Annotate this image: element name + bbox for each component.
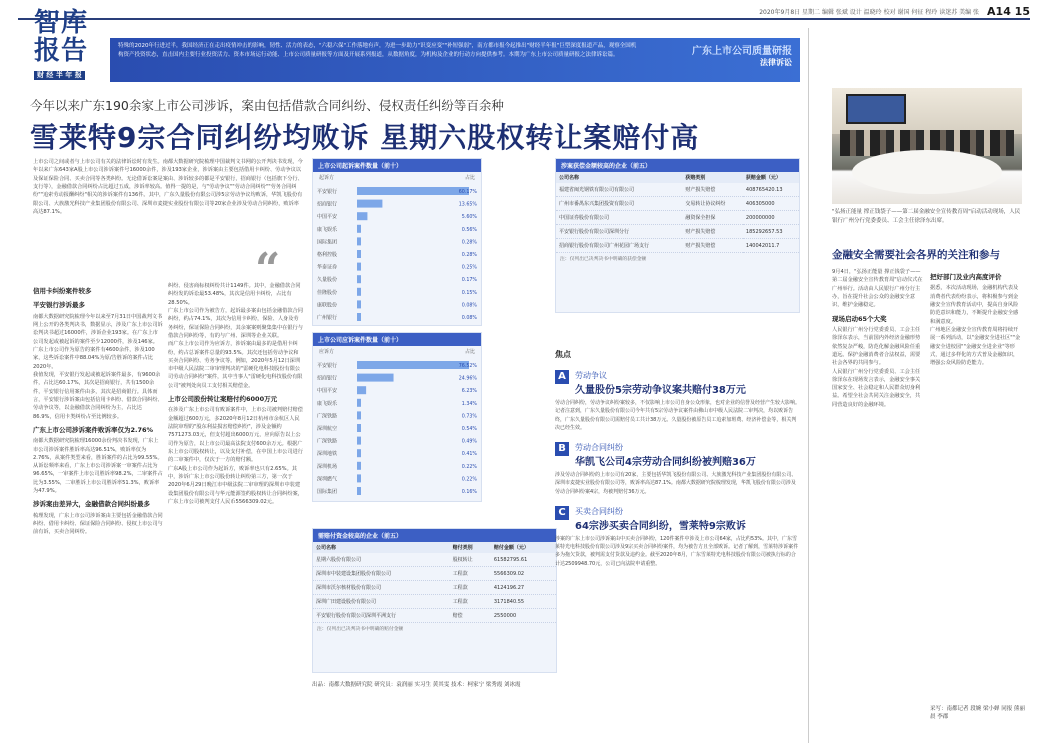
col2-subhead: 上市公司股份转让案赔付约6000万元 <box>168 395 278 404</box>
table-cell: 4124196.27 <box>491 581 556 595</box>
sub-headline: 今年以来广东190余家上市公司涉诉，案由包括借款合同纠纷、侵权责任纠纷等百余种 <box>30 98 504 113</box>
table-title: 涉案获偿金额较高的企业（前五） <box>556 159 799 172</box>
category-label: 华泰证券 <box>317 264 338 271</box>
table-cell: 交易转让协议纠纷 <box>682 197 743 211</box>
table-cell: 平安银行股份有限公司深圳平洲支行 <box>313 609 450 623</box>
intro-paragraph: 上市公司之间或者与上市公司有关的法律诉讼时有发生。南都大数据研究院梳理中国裁判文书网的公开判决书发现，今年以来广东643家A股上市公司涉诉案件号16000余件，涉及193家企业，涉诉案由主要包括借用卡纠纷、劳动争议以及保证保险合同、买卖合同等各类纠纷。无论借诉讼案是案由、涉诉较多的都是平安银行，招商银行（包括旗下分行、支行等），金融借款合同纠纷占比超过五成，涉诉率较高。值得一提的是，与"劳动争议""劳动合同纠纷""劳务合同纠纷""追索劳动报酬纠纷"相关的涉诉案件有136件。其中，广东久量股份有限公司涉5宗劳动争议均败诉，华凯飞股份有限公司、大族激光科技产业集团股份有限公司、深圳市麦捷实业股份有限公司等20家企业涉及劳动合同纠纷，败诉率高达87.1%。 <box>33 159 303 215</box>
col1-para: 梳理发现，广东上市公司涉诉案由主要包括金融借款合同纠纷、借用卡纠纷、保证保险合同纠纷、侵权上市公司与前有诉，买卖合同纠纷。 <box>33 512 163 536</box>
col2-para: 在涉及广东上市公司有败诉案件中，上市公司被判赔付赔偿金额超过600万元，多2020年8月12日杭州市余杭区人民法院审理的"股东利益损害赔偿纠纷"，涉及金额约7571273.03元，但支付超出6000万元，应向原告以上公司作为原告，以上市公司最高法院支付600余万元。根据广东上市公司股权转让，以及支付补偿，在中国上市公司进行的二审案件中，仅次于一方的赔付额。 <box>168 407 303 464</box>
intro-banner <box>110 38 800 82</box>
table-cell: 融资保全担保 <box>682 211 743 225</box>
date-line <box>600 4 1030 18</box>
bar <box>357 424 361 432</box>
chart-col-right: 占比 <box>464 175 475 181</box>
table-header: 获赔类别 <box>682 172 743 183</box>
right-headline: 金融安全需要社会各界的关注和参与 <box>832 249 1000 261</box>
chart-title: 上市公司起诉案件数量（前十） <box>313 159 481 172</box>
col1-para: 从诉讼频率来看，广东上市公司涉诉案一审案件占比为96.65%，一审案件上市公司胜诉率98.2%，二审案件占比为3.55%，二审胜诉上市公司胜诉率51.3%，败诉率为47.9%。 <box>33 463 163 495</box>
value-label: 1.34% <box>461 401 477 407</box>
header-rule <box>18 18 1030 20</box>
table-cell: 406305000 <box>743 197 799 211</box>
right-column-1 <box>832 268 924 409</box>
category-label: 招商银行 <box>317 201 338 208</box>
focus-item <box>555 506 800 568</box>
table-cell: 深圳市中装建设集团股份有限公司 <box>313 567 450 581</box>
table-cell: 财产损失赔偿 <box>682 225 743 239</box>
bar <box>357 263 361 271</box>
right-para: 广州地区金融安全宣传教育周将持续开展一系列活动，以"金融安全进社区""金融安全进校园""金融安全进企业"等形式，通过多样化的方式普及金融知识，增强公众风险防范能力。 <box>930 326 1021 367</box>
value-label: 60.17% <box>458 190 477 195</box>
category-label: 招商银行 <box>317 375 338 382</box>
category-label: 国际集团 <box>317 489 338 495</box>
table-cell: 星期六股份有限公司 <box>313 553 450 567</box>
table-cell: 中国证券股份有限公司 <box>556 211 682 225</box>
bar <box>357 212 367 220</box>
table-cell: 股权转让 <box>450 553 491 567</box>
focus-headline: 64宗涉买卖合同纠纷，雪莱特9宗败诉 <box>575 520 746 532</box>
chart-title: 上市公司应诉案件数量（前十） <box>313 333 481 346</box>
table-header: 获赔金额（元） <box>743 172 799 183</box>
bar <box>357 474 361 482</box>
focus-category: 劳动争议 <box>575 371 607 380</box>
banner-text: 特殊的2020年行进过半，我国经济正在走出疫情冲击的影响，韧性、活力的表态，"六稳六保"工作落地有声，为进一步助力"识变应变""补短强弱"，南方都市报今起推出"财经半年报"巨型深度报道产品，观察全国机构资产投资状态，直击国内主要行业投资活力、资本市场运行动能、上市公司质量研报等方面及开展系列报道，从数据角度，为机构及企业的行动方向提供参考。本期为广东上市公司质量研报之法律诉讼篇。 <box>118 43 637 58</box>
table-cell: 深圳广田建设股份有限公司 <box>313 595 450 609</box>
bar <box>357 437 361 445</box>
col1-subhead-1: 信用卡纠纷案件较多 <box>33 287 92 295</box>
chart-col-left: 应诉方 <box>319 349 335 355</box>
bar <box>357 411 361 419</box>
category-label: 深圳航空 <box>317 426 338 432</box>
col1-subhead-2: 广东上市公司涉诉案件败诉率仅为2.76% <box>33 425 154 434</box>
bar <box>357 449 361 457</box>
table-cell: 工程款 <box>450 567 491 581</box>
table-cell: 财产损失赔偿 <box>682 239 743 253</box>
value-label: 0.08% <box>461 303 477 309</box>
banner-tag-sub: 法律诉讼 <box>760 58 792 67</box>
category-label: 国际集团 <box>317 239 338 246</box>
category-label: 格利控股 <box>317 252 338 258</box>
category-label: 佳隆股份 <box>317 289 338 296</box>
chart-header <box>313 172 481 183</box>
table-cell: 140042011.7 <box>743 239 799 253</box>
table-note: 注：仅列出已决判决书中明确的获偿金额 <box>560 257 647 262</box>
date-line-text: 2020年9月8日 星期二 编辑 张斌 设计 温晓玲 校对 谢国 何征 程玲 读迷苏 美编 张 <box>759 8 980 16</box>
column-divider <box>808 28 809 743</box>
bar <box>357 200 382 208</box>
bar <box>357 250 361 258</box>
col1-para: 我值发现，平安银行发起或被起诉案件最多，有9600余件，占比达60.17%，其次是招商银行，共有1500余件，平安银行信用案件由多，其次是招商银行。具体而言，平安银行涉诉案由包括信用卡纠纷、借款合同纠纷、劳动争议等，以金融借款合同纠纷为主，占比达86.9%，信用卡类纠纷占至比例较多。 <box>33 371 163 420</box>
banner-tag-title: 广东上市公司质量研报 <box>692 46 792 57</box>
table-row <box>556 239 799 253</box>
bar <box>357 386 366 394</box>
table-cell: 工程款 <box>450 595 491 609</box>
category-label: 深圳地铁 <box>317 451 338 458</box>
focus-body: 涉案的广东上市公司涉诉案由中买卖合同纠纷，120件案件中涉及上市公司64家，占比约53%。其中，广东雪莱特光电科技股份有限公司涉及9宗买卖合同纠纷案件，均为被告方且全部败诉。记者了解到，雪莱特涉诉案件多为拖欠货款，被判需支付货款及违约金。截至2020年8月，广东雪莱特光电科技股份有限公司被执行标的合计达2509948.70元，公司已向法院申请重整。 <box>555 535 799 567</box>
value-label: 5.60% <box>461 215 477 221</box>
focus-letter: C <box>555 506 569 520</box>
defendant-bars <box>313 357 481 504</box>
value-label: 0.41% <box>461 452 477 458</box>
table-header: 公司名称 <box>556 172 682 183</box>
table-cell: 3171840.55 <box>491 595 556 609</box>
bar <box>357 275 361 283</box>
page-code: A14 15 <box>987 4 1030 18</box>
table <box>556 172 799 253</box>
focus-item <box>555 370 800 432</box>
bar <box>357 288 361 296</box>
bar <box>357 361 469 369</box>
col1-subhead-1b: 平安银行涉诉最多 <box>33 301 85 310</box>
table-header: 公司名称 <box>313 542 450 553</box>
bar <box>357 313 361 321</box>
value-label: 0.22% <box>461 477 477 483</box>
value-label: 0.54% <box>461 427 477 432</box>
meeting-photo <box>832 88 1022 204</box>
focus-label: 焦点 <box>555 350 571 359</box>
value-label: 0.16% <box>461 490 477 495</box>
table-cell: 61582795.61 <box>491 553 556 567</box>
table-cell: 深圳市沃尔核材股份有限公司 <box>313 581 450 595</box>
table-cell: 200000000 <box>743 211 799 225</box>
compensation-received-table <box>555 158 800 313</box>
value-label: 0.08% <box>461 316 477 321</box>
table-row <box>313 581 556 595</box>
category-label: 广深铁路 <box>317 413 338 420</box>
right-subhead-1: 现场启动65个大奖 <box>832 314 887 323</box>
table-header: 赔付金额（元） <box>491 542 556 553</box>
col2-para: 纠纷、侵害商标权纠纷共计1149件。其中，金融借款合同纠纷发的诉讼最53.48%，其次是信用卡纠纷，占比有28.50%。 <box>168 283 301 306</box>
plaintiff-cases-chart <box>312 158 482 326</box>
section-logo <box>34 10 112 80</box>
category-label: 中国平安 <box>317 388 338 395</box>
focus-category: 买卖合同纠纷 <box>575 506 623 516</box>
bar <box>357 487 361 495</box>
quote-mark-icon: “ <box>255 244 281 295</box>
table-cell: 408765420.13 <box>743 183 799 197</box>
col2-para: 广东A股上市公司作为起诉方，败诉率也只有2.65%。其中，涉诉广东上市公司股份转让纠纷第三方，第一次于2020年6月29日晚江市中级法院二审审理的深圳市中装建设集团股份有限公司与华元能源签约股权转让合同纠纷案，广东上市公司被判支付人民币5566309.02元。 <box>168 465 303 505</box>
col1-subhead-3: 涉诉案由差异大，金融借款合同纠纷最多 <box>33 500 150 509</box>
focus-letter: A <box>555 370 569 384</box>
table-cell: 5566309.02 <box>491 567 556 581</box>
focus-letter: B <box>555 442 569 456</box>
table-row <box>556 211 799 225</box>
table-cell: 招商银行股份有限公司广州花园广场支行 <box>556 239 682 253</box>
table-cell: 赔偿 <box>450 609 491 623</box>
value-label: 24.96% <box>458 376 477 382</box>
plaintiff-bars <box>313 183 481 328</box>
category-label: 久量股份 <box>317 277 338 284</box>
table-cell: 185292657.53 <box>743 225 799 239</box>
table-note: 注：仅列出已决判决书中明确的赔付金额 <box>317 627 404 632</box>
col2-para: 而广东上市公司作为应诉方，涉诉案由最多的是借用卡纠纷，约占总诉案件总量的93.5%。其次还包括劳动争议和买卖合同纠纷、劳务争议等。例如，2020年5月12日深圳市中级人民法院二审审理判决的"雷硬化电科技股份有限公司劳动合同纠纷"案件，其中当事人"雷硬化电科技股份有限公司"被判处向员工支付相关赔偿金。 <box>168 341 303 389</box>
logo-line2: 报告 <box>34 36 89 66</box>
table <box>313 542 556 623</box>
table-row <box>313 609 556 623</box>
table-cell: 广州市番禺东兴集团投资有限公司 <box>556 197 682 211</box>
chart-col-right: 占比 <box>464 349 475 355</box>
category-label: 深圳机场 <box>317 463 338 470</box>
table-row <box>556 225 799 239</box>
value-label: 0.56% <box>461 227 477 233</box>
table-cell: 财产损失赔偿 <box>682 183 743 197</box>
byline: 出品：南都大数据研究院 研究员：袁润丽 实习生 黄其雯 技术：柯家宁 梁秀霞 刘冰霞 <box>312 682 521 688</box>
bar <box>357 374 394 382</box>
value-label: 0.15% <box>461 290 477 296</box>
focus-headline: 久量股份5宗劳动争议案共赔付38万元 <box>575 385 746 396</box>
photo-screen <box>846 94 906 124</box>
chart-header <box>313 346 481 357</box>
banner-tag <box>692 46 792 68</box>
value-label: 0.25% <box>461 265 477 271</box>
table-row <box>556 183 799 197</box>
bar <box>357 462 361 470</box>
value-label: 6.23% <box>461 389 477 395</box>
article-column-2 <box>168 282 303 506</box>
value-label: 0.73% <box>461 414 477 420</box>
value-label: 76.52% <box>458 364 477 369</box>
main-headline: 雪莱特9宗合同纠纷均败诉 星期六股权转让案赔付高 <box>30 121 700 154</box>
bar <box>357 300 361 308</box>
focus-item <box>555 442 800 496</box>
table-row <box>313 567 556 581</box>
value-label: 0.17% <box>461 278 477 284</box>
right-para: 人民银行广州分行党委委员、工会主任徐泽东表示，当前国内外经济金融形势依然复杂严峻，防范化解金融风险任重道远。保护金融消费者合法权益，需要社会各界的共同参与。 <box>832 326 921 367</box>
article-column-1 <box>33 282 163 537</box>
focus-headline: 华凯飞公司4宗劳动合同纠纷被判赔36万 <box>575 457 756 468</box>
photo-table <box>852 150 1002 194</box>
value-label: 0.49% <box>461 439 477 445</box>
table-cell: 平安银行股份有限公司深圳分行 <box>556 225 682 239</box>
table-header: 赔付类别 <box>450 542 491 553</box>
value-label: 0.28% <box>461 253 477 258</box>
table-cell: 工程款 <box>450 581 491 595</box>
right-byline: 采写：南都记者 段婉 梁小婵 同报 熊丽 晨 李郡 <box>930 706 1025 721</box>
right-column-2 <box>930 268 1022 368</box>
category-label: 平安银行 <box>317 363 338 369</box>
col1-para: 南都大数据研究院梳理今年以来至7月31日中国裁判文书网上公开的各类判决书，数据显示，涉及广东上市公司诉讼判决书超过16000件，涉诉企业193家。在广东上市公司发起或被起诉的案件至少12000件，涉及146家。广东上市公司作为原告的案件有4600余件，涉及100家，这些诉讼案件中88.04%为原/告胜诉的案件占比2020年。 <box>33 313 163 370</box>
right-subhead-2: 把好部门及业内高度评价 <box>930 273 1002 281</box>
table-row <box>556 197 799 211</box>
right-para: 人民银行广州分行党委委员、工会主任徐泽东在现场发言表示，金融安全事关国家安全、社会稳定和人民群众切身利益。希望全社会共同关注金融安全，共同营造良好的金融环境。 <box>832 368 921 408</box>
table-cell: 福建省闽光钢铁有限公司有限公司 <box>556 183 682 197</box>
table-title: 需赔付资金较高的企业（前五） <box>313 529 556 542</box>
chart-col-left: 起诉方 <box>319 175 335 181</box>
right-para: 9月4日，"弘扬正能量 撑正钱袋子——第二届金融安全宣传教育周"启动仪式在广州举行。活动由人民银行广州分行主办，旨在提升社会公众的金融安全意识，维护金融稳定。 <box>832 269 923 309</box>
focus-body: 涉及劳动合同纠纷的上市公司有20家，主要包括华凯飞股份有限公司、大族激光科技产业集团股份有限公司、深圳市麦捷实业股份有限公司等，败诉率高达87.1%。南都大数据研究院梳理发现，华凯飞股份有限公司涉及劳动合同纠纷案4宗，均被判赔付36万元。 <box>555 472 797 495</box>
category-label: 中国平安 <box>317 214 338 221</box>
compensation-paid-table <box>312 528 557 673</box>
bar <box>357 399 361 407</box>
col2-para: 广东上市公司作为被告方，起诉最多案由包括金融借款合同纠纷，约占74.1%，其次为信用卡纠纷，保险、人身及劳务纠纷，保证保险合同纠纷，其余案案则聚集集中在银行与借款合同纠纷等，有的与广州、深圳等企业关联。 <box>168 307 303 339</box>
value-label: 13.65% <box>458 202 477 208</box>
table-cell: 2550000 <box>491 609 556 623</box>
category-label: 深圳燃气 <box>317 476 338 483</box>
right-para: 据悉，本次活动现场，金融机构代表及消费者代表纷纷表示，将积极参与到金融安全宣传教育活动中，提高自身风险防范意识和能力，不断提升金融安全感和满意度。 <box>930 285 1019 325</box>
focus-section <box>555 345 800 568</box>
bar <box>357 225 361 233</box>
category-label: 广深铁路 <box>317 438 338 445</box>
category-label: 康联股份 <box>317 302 338 309</box>
value-label: 0.22% <box>461 464 477 470</box>
table-row <box>313 595 556 609</box>
photo-caption: "弘扬正能量 撑正钱袋子——第二届金融安全宣传教育周"启动活动现场，人民银行广州分行党委委员、工会主任徐泽东出席。 <box>832 209 1021 224</box>
value-label: 0.28% <box>461 240 477 246</box>
bar <box>357 237 361 245</box>
focus-category: 劳动合同纠纷 <box>575 443 623 452</box>
focus-body: 劳动合同纠纷，劳动争议纠纷案较多，不仅影响上市公司自身公众形象，也对企业的信誉及经营产生较大影响。记者注意到，广东久量股份有限公司今年共有5宗劳动争议案件由佛山市中级人民法院二审判决，均以败诉告终，广东久量股份有限公司需赔付员工共计38万元。久量股份被原告员工追索加班费、经济补偿金等，相关判决已经生效。 <box>555 400 801 431</box>
table-row <box>313 553 556 567</box>
col1-para: 南都大数据研究院梳理16000余份判决书发现，广东上市公司涉诉案件胜诉率高达96.51%，败诉率仅为2.76%，从案件类型来看，胜诉案件的占比为99.55%。 <box>33 438 163 461</box>
category-label: 广州银行 <box>317 315 338 321</box>
defendant-cases-chart <box>312 332 482 502</box>
category-label: 平安银行 <box>317 189 338 195</box>
category-label: 康飞娱乐 <box>317 226 338 233</box>
category-label: 康飞娱乐 <box>317 400 338 407</box>
bar <box>357 187 469 195</box>
logo-line1: 智库 <box>34 8 89 38</box>
logo-line3: 财 经 半 年 报 <box>34 71 85 80</box>
